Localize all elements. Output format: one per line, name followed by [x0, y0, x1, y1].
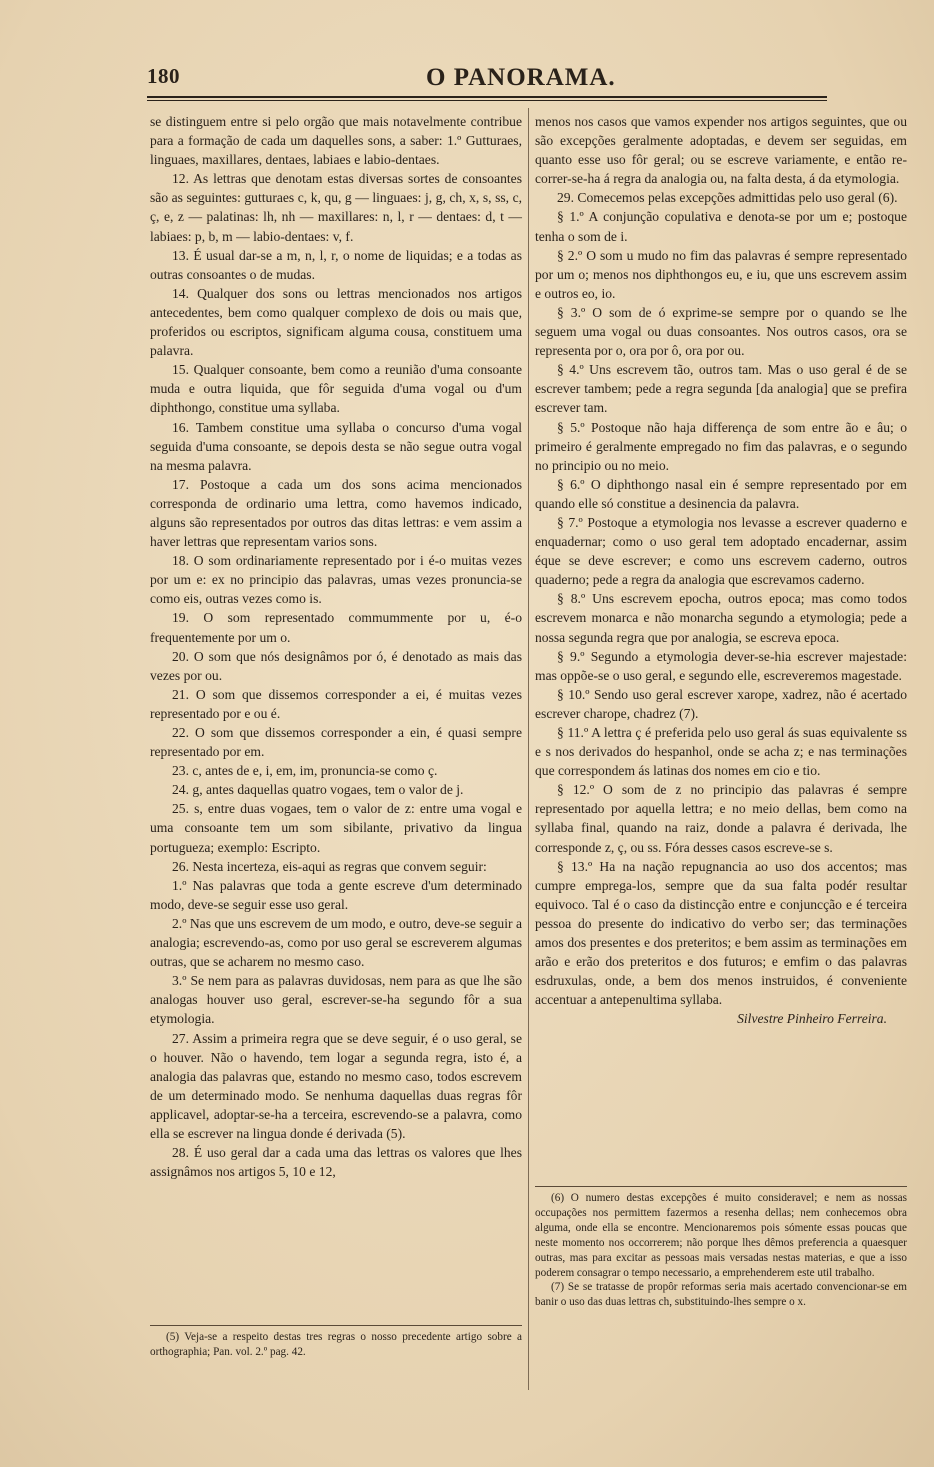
paragraph: 20. O som que nós designâmos por ó, é denotado as mais das vezes por ou.: [150, 648, 522, 683]
paragraph: § 6.º O diphthongo nasal ein é sempre representado por em quando elle só constitue a desinencia da palavra.: [535, 476, 907, 511]
paragraph: 13. É usual dar-se a m, n, l, r, o nome de liquidas; e a todas as outras consoantes o de mudas.: [150, 247, 522, 282]
paragraph: § 7.º Postoque a etymologia nos levasse a escrever quaderno e enquadernar; como o uso geral tem adoptado encadernar, assim éque se deve escrever; e como uns escrevem caderno, outros quaderno; pede a regra da analogia que escrevamos caderno.: [535, 514, 907, 588]
header-rule-thin: [147, 100, 827, 101]
right-column: [535, 112, 907, 1029]
paragraph: § 8.º Uns escrevem epocha, outros epoca; mas como todos escrevem monarca e não monarcha segundo a etymologia; pede a nossa segunda regra que por analogia, se escreva epoca.: [535, 591, 907, 645]
paragraph: § 1.º A conjunção copulativa e denota-se por um e; postoque tenha o som de i.: [535, 209, 907, 244]
paragraph: 18. O som ordinariamente representado por i é-o muitas vezes por um e: ex no principio das palavras, umas vezes pronuncia-se como eis, outras vezes como is.: [150, 553, 522, 607]
paragraph: § 3.º O som de ó exprime-se sempre por o quando se lhe seguem uma vogal ou duas consoantes. Nos outros casos, ora se representa por o, ora por ô, ora por ou.: [535, 304, 907, 359]
running-title: O PANORAMA.: [426, 64, 616, 91]
paragraph: 27. Assim a primeira regra que se deve seguir, é o uso geral, se o houver. Não o havendo, tem logar a segunda regra, isto é, a analogia das palavras que, estando no mesmo caso, todos escrevem de um determinado modo. Se nenhuma daquellas duas regras fôr applicavel, adoptar-se-ha a terceira, escrevendo-se a palavra, como ella se escrever na lingua donde é derivada (5).: [150, 1030, 522, 1141]
paragraph: 3.º Se nem para as palavras duvidosas, nem para as que lhe são analogas houver uso geral, escrever-se-ha segundo fôr a sua etymologia.: [150, 973, 522, 1027]
footnote: (5) Veja-se a respeito destas tres regras o nosso precedente artigo sobre a orthographia; Pan. vol. 2.º pag. 42.: [150, 1331, 522, 1358]
paragraph: 25. s, entre duas vogaes, tem o valor de z: entre uma vogal e uma consoante tem um som sibilante, privativo da lingua portugueza; exemplo: Escripto.: [150, 801, 522, 855]
paragraph: 2.º Nas que uns escrevem de um modo, e outro, deve-se seguir a analogia; escrevendo-as, como por uso geral se escreverem algumas outras, que se acharem no mesmo caso.: [150, 915, 522, 970]
paragraph: 16. Tambem constitue uma syllaba o concurso d'uma vogal seguida d'uma consoante, se depois desta se não segue outra vogal na mesma palavra.: [150, 419, 522, 473]
paragraph: § 2.º O som u mudo no fim das palavras é sempre representado por um o; menos nos diphthongos eu, e iu, que uns escrevem assim e outros eo, io.: [535, 247, 907, 301]
paragraph: § 10.º Sendo uso geral escrever xarope, xadrez, não é acertado escrever charope, chadrez (7).: [535, 686, 907, 721]
paragraph: menos nos casos que vamos expender nos artigos seguintes, que ou são excepções geralmente adoptadas, e devem ser seguidas, em quanto esse uso fôr geral; ou se escreve variamente, e então recorrer-se-ha á regra da analogia ou, na falta desta, á da etymologia.: [535, 114, 907, 187]
header-rule: [147, 96, 827, 98]
footnote: (6) O numero destas excepções é muito consideravel; e nem as nossas occupações nos permittem fazermos a resenha dellas; nem conhecemos obra alguma, onde ella se encontre. Mencionaremos pois sómente essas poucas que neste momento nos occorrerem; não porque lhes dêmos preferencia a quaesquer outras, mas para excitar as pessoas mais versadas nestas materias, e que a isso poderem consagrar o tempo necessario, a emprehenderem este util trabalho.: [535, 1192, 907, 1279]
paragraph: 14. Qualquer dos sons ou lettras mencionados nos artigos antecedentes, bem como qualquer complexo de dois ou mais que, proferidos ou escriptos, significam alguma cousa, constituem uma palavra.: [150, 285, 522, 359]
paragraph: § 12.º O som de z no principio das palavras é sempre representado por aquella lettra; e no meio dellas, bem como na syllaba final, quando na raiz, donde a palavra é derivada, lhe corresponde z, ç, ou ss. Fóra desses casos escreve-se s.: [535, 782, 907, 855]
paragraph: § 13.º Ha na nação repugnancia ao uso dos accentos; mas cumpre emprega-los, sempre que da sua falta podér resultar equivoco. Tal é o caso da distincção entre e conjuncção e é terceira pessoa do presente do indicativo do verbo ser; das terminações amos dos presentes e dos preteritos; e bem assim as terminações em arão e erão dos preteritos e dos futuros; e emfim o das palavras esdruxulas, onde, a bem dos menos instruidos, é conveniente accentuar a antepenultima syllaba.: [535, 858, 907, 1008]
paragraph: § 11.º A lettra ç é preferida pelo uso geral ás suas equivalente ss e s nos derivados do hespanhol, onde se acha z; e nas terminações que correspondem ás latinas dos nomes em cio e tio.: [535, 725, 907, 779]
left-column: [150, 112, 522, 1181]
page-number: 180: [147, 64, 180, 88]
footnote-rule: [150, 1325, 522, 1326]
footnote: (7) Se se tratasse de propôr reformas seria mais acertado convencionar-se em banir o uso das duas lettras ch, substituindo-lhes sempre o x.: [535, 1281, 907, 1309]
paragraph: § 4.º Uns escrevem tão, outros tam. Mas o uso geral é de se escrever tambem; pede a regra segunda [da analogia] que se prefira escrever tam.: [535, 362, 907, 416]
paragraph: 26. Nesta incerteza, eis-aqui as regras que convem seguir:: [172, 858, 487, 874]
paragraph: se distinguem entre si pelo orgão que mais notavelmente contribue para a formação de cada um daquelles sons, a saber: 1.º Gutturaes, linguaes, maxillares, dentaes, labiaes e labio-dentaes.: [150, 114, 522, 168]
column-divider: [528, 108, 529, 1390]
paragraph: 23. c, antes de e, i, em, im, pronuncia-se como ç.: [172, 763, 438, 779]
paragraph: 1.º Nas palavras que toda a gente escreve d'um determinado modo, deve-se seguir esse uso geral.: [150, 877, 522, 912]
paragraph: 22. O som que dissemos corresponder a ein, é quasi sempre representado por em.: [150, 725, 522, 760]
paragraph: 12. As lettras que denotam estas diversas sortes de consoantes são as seguintes: gutturaes c, k, qu, g — linguaes: j, g, ch, x, s, ss, c, ç, e, z — palatinas: lh, nh — maxillares: n, l, r — dentaes: d, t — labiaes: p, b, m — labio-dentaes: v, f.: [150, 171, 522, 244]
paragraph: 21. O som que dissemos corresponder a ei, é muitas vezes representado por e ou é.: [150, 686, 522, 721]
paragraph: 17. Postoque a cada um dos sons acima mencionados corresponda de ordinario uma lettra, como havemos indicado, alguns são representados por outros das ditas lettras: e vem assim a haver lettras que representam varios sons.: [150, 476, 522, 550]
paragraph: 28. É uso geral dar a cada uma das lettras os valores que lhes assignâmos nos artigos 5, 10 e 12,: [150, 1145, 522, 1180]
footnotes-left: [150, 1325, 522, 1360]
paragraph: § 9.º Segundo a etymologia dever-se-hia escrever majestade: mas oppõe-se o uso geral, e segundo elle, escreveremos magestade.: [535, 648, 907, 683]
paragraph: 29. Comecemos pelas excepções admittidas pelo uso geral (6).: [557, 190, 898, 206]
author-signature: Silvestre Pinheiro Ferreira.: [737, 1011, 887, 1027]
paragraph: 19. O som representado commummente por u, é-o frequentemente por um o.: [150, 610, 522, 645]
footnotes-right: [535, 1186, 907, 1310]
paragraph: 24. g, antes daquellas quatro vogaes, tem o valor de j.: [172, 782, 464, 798]
footnote-rule: [535, 1186, 907, 1187]
paragraph: § 5.º Postoque não haja differença de som entre ão e âu; o primeiro é geralmente empregado no fim das palavras, e o segundo no principio ou no meio.: [535, 419, 907, 473]
paragraph: 15. Qualquer consoante, bem como a reunião d'uma consoante muda e outra liquida, que fôr seguida d'uma vogal ou d'um diphthongo, constitue uma syllaba.: [150, 362, 522, 416]
